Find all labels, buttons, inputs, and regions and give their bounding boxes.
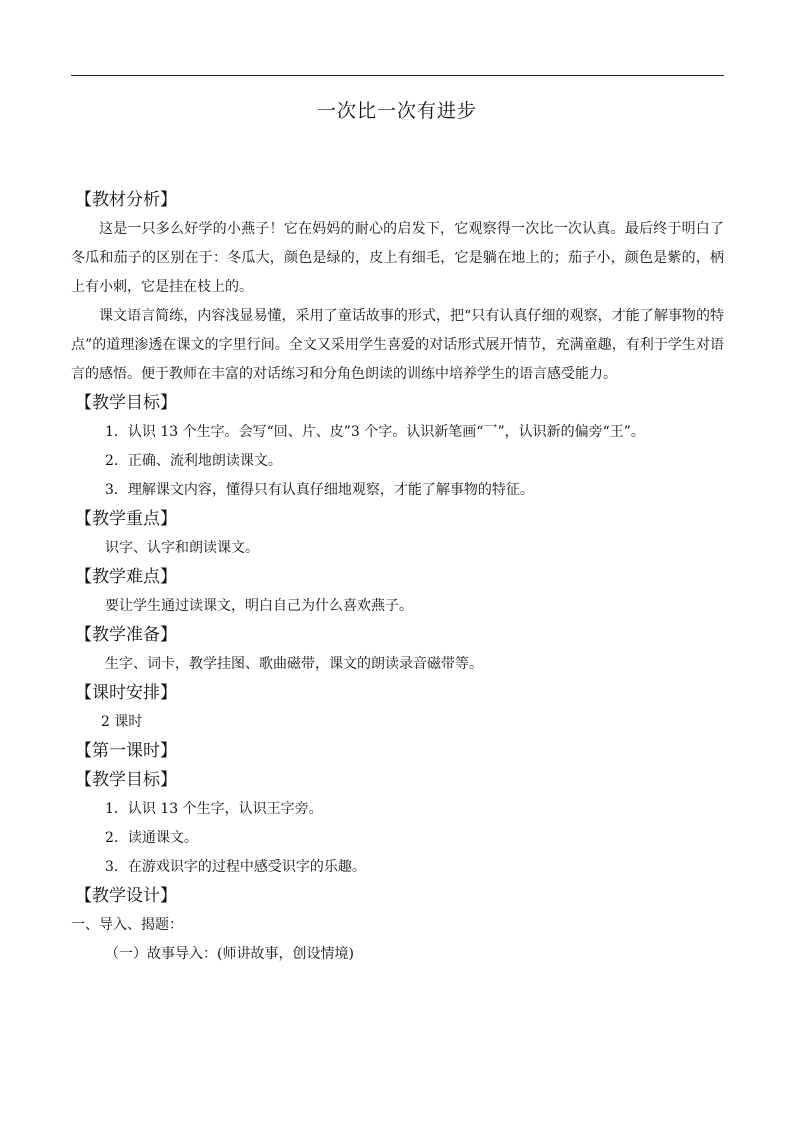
document-body bbox=[71, 186, 724, 969]
heading-preparation: 【教学准备】 bbox=[75, 625, 177, 645]
heading-schedule: 【课时安排】 bbox=[75, 683, 177, 703]
design-sub-step-1: （一）故事导入：(师讲故事，创设情境) bbox=[105, 946, 354, 962]
heading-first-lesson: 【第一课时】 bbox=[75, 741, 177, 761]
first-lesson-goal-item: 1．认识 13 个生字，认识王字旁。 bbox=[105, 801, 323, 817]
difficulties-text: 要让学生通过读课文，明白自己为什么喜欢燕子。 bbox=[105, 598, 413, 614]
heading-teaching-goals: 【教学目标】 bbox=[75, 393, 177, 413]
teaching-goal-item: 2．正确、流利地朗读课文。 bbox=[105, 453, 282, 469]
teaching-goal-item: 1．认识 13 个生字。会写“回、片、皮”3 个字。认识新笔画“乛”，认识新的偏旁“王”。 bbox=[105, 424, 645, 440]
preparation-text: 生字、词卡，教学挂图、歌曲磁带，课文的朗读录音磁带等。 bbox=[105, 656, 483, 672]
material-analysis-paragraph-1: 这是一只多么好学的小燕子！它在妈妈的耐心的启发下，它观察得一次比一次认真。最后终于明白了冬瓜和茄子的区别在于：冬瓜大，颜色是绿的，皮上有细毛，它是躺在地上的；茄子小，颜色是紫的，柄上有小刺，它是挂在枝上的。 bbox=[71, 221, 724, 295]
first-lesson-goal-item: 3．在游戏识字的过程中感受识字的乐趣。 bbox=[105, 859, 366, 875]
header-rule bbox=[71, 75, 724, 76]
heading-key-points: 【教学重点】 bbox=[75, 509, 177, 529]
heading-material-analysis: 【教材分析】 bbox=[75, 190, 177, 210]
material-analysis-paragraph-2: 课文语言简练，内容浅显易懂，采用了童话故事的形式，把“只有认真仔细的观察，才能了解事物的特点”的道理渗透在课文的字里行间。全文又采用学生喜爱的对话形式展开情节，充满童趣，有利于学生对语言的感悟。便于教师在丰富的对话练习和分角色朗读的训练中培养学生的语言感受能力。 bbox=[71, 308, 724, 382]
key-points-text: 识字、认字和朗读课文。 bbox=[105, 540, 259, 556]
first-lesson-goal-item: 2．读通课文。 bbox=[105, 830, 198, 846]
document-title: 一次比一次有进步 bbox=[316, 100, 477, 122]
design-step-1: 一、导入、揭题： bbox=[71, 917, 183, 933]
teaching-goal-item: 3．理解课文内容，懂得只有认真仔细地观察，才能了解事物的特征。 bbox=[105, 482, 534, 498]
heading-design: 【教学设计】 bbox=[75, 886, 177, 906]
heading-first-lesson-goals: 【教学目标】 bbox=[75, 770, 177, 790]
schedule-text: 2 课时 bbox=[101, 714, 143, 730]
heading-difficulties: 【教学难点】 bbox=[75, 567, 177, 587]
